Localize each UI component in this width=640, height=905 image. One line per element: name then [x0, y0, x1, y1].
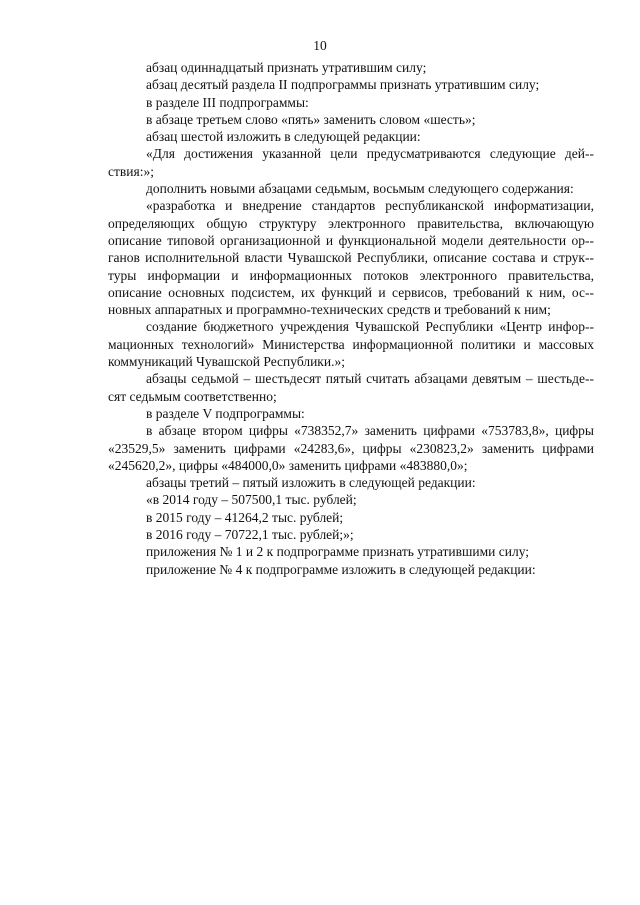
paragraph-6: «Для достижения указанной цели предусматриваются следующие дей-ствия:»; [108, 146, 594, 179]
paragraph-5: абзац шестой изложить в следующей редакции: [146, 129, 421, 145]
paragraph-18: приложение № 4 к подпрограмме изложить в следующей редакции: [146, 561, 536, 577]
paragraph-17: приложения № 1 и 2 к подпрограмме признать утратившими силу; [146, 544, 530, 560]
paragraph-10: абзацы седьмой – шестьдесят пятый считать абзацами девятым – шестьде-сят седьмым соответственно; [108, 371, 594, 404]
paragraph-12: в абзаце втором цифры «738352,7» заменить цифрами «753783,8», цифры «23529,5» заменить цифрами «24283,6», цифры «230823,2» заменить цифрами «245620,2», цифры «484000,0» заменить цифрами «483880,0»; [108, 423, 594, 473]
paragraph-8: «разработка и внедрение стандартов республиканской информатизации, определяющих общую структуру электронного правительства, включающую описание типовой организационной и функциональной модели деятельности ор-ганов исполнительной власти Чувашской Республики, описание состава и струк-туры информации и информационных потоков электронного правительства, описание основных подсистем, их функций и сервисов, требований к ним, ос-новных аппаратных и программно-технических средств и требований к ним; [108, 198, 594, 318]
paragraph-3: в разделе III подпрограммы: [146, 94, 309, 110]
paragraph-9: создание бюджетного учреждения Чувашской Республики «Центр инфор-мационных технологий» Министерства информационной политики и массовых коммуникаций Чувашской Республики.»; [108, 319, 594, 370]
paragraph-15: в 2015 году – 41264,2 тыс. рублей; [146, 509, 344, 525]
paragraph-4: в абзаце третьем слово «пять» заменить словом «шесть»; [146, 111, 476, 127]
paragraph-7: дополнить новыми абзацами седьмым, восьмым следующего содержания: [146, 181, 574, 197]
paragraph-2: абзац десятый раздела II подпрограммы признать утратившим силу; [146, 77, 540, 93]
paragraph-1: абзац одиннадцатый признать утратившим силу; [146, 60, 427, 75]
paragraph-14: «в 2014 году – 507500,1 тыс. рублей; [146, 492, 357, 508]
paragraph-13: абзацы третий – пятый изложить в следующей редакции: [146, 475, 476, 491]
paragraph-16: в 2016 году – 70722,1 тыс. рублей;»; [146, 527, 354, 543]
document-body [108, 59, 594, 578]
paragraph-11: в разделе V подпрограммы: [146, 405, 305, 421]
page-number: 10 [313, 38, 327, 53]
